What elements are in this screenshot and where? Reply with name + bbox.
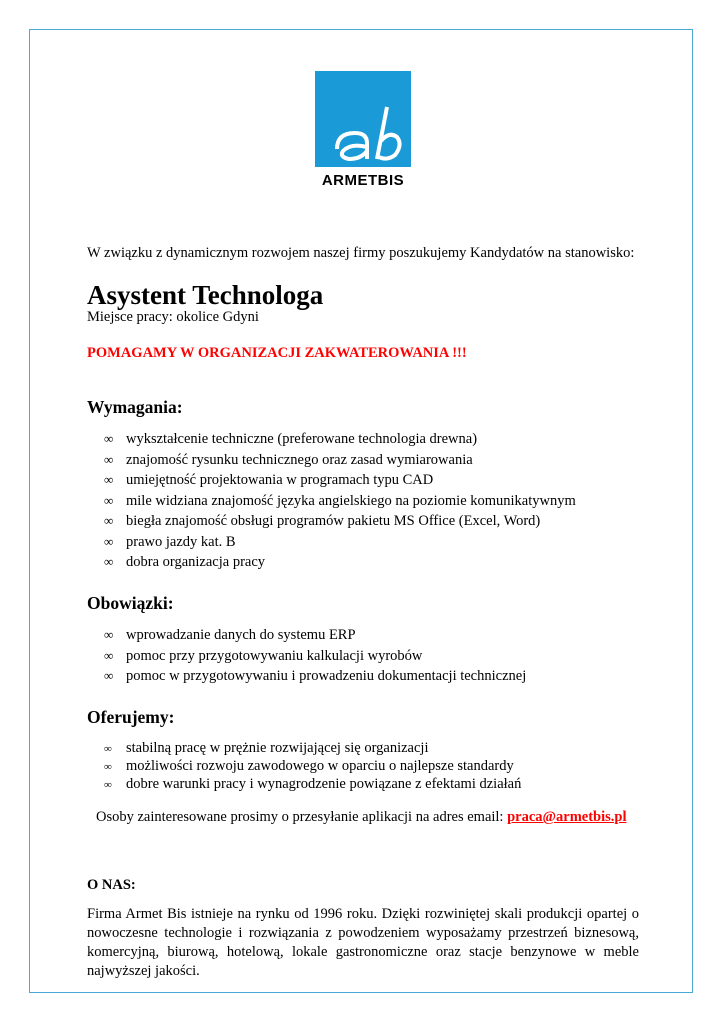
list-item: ∞ biegła znajomość obsługi programów pakietu MS Office (Excel, Word) <box>104 511 576 532</box>
list-item: ∞ stabilną pracę w prężnie rozwijającej się organizacji <box>104 740 429 756</box>
bullet-icon: ∞ <box>104 779 112 791</box>
bullet-icon: ∞ <box>104 492 114 508</box>
about-text: Firma Armet Bis istnieje na rynku od 1996 roku. Dzięki rozwiniętej skali produkcji opartej o nowoczesne technologie i rozwiązania z powodzeniem wyposażamy przestrzeń biznesową, komercyjną, biurową, hotelową, lokale gastronomiczne oraz stacje benzynowe w meble najwyższej jakości. <box>87 906 639 979</box>
bullet-icon: ∞ <box>104 668 114 683</box>
list-item: ∞ znajomość rysunku technicznego oraz zasad wymiarowania <box>104 450 576 471</box>
offer-list <box>104 739 521 793</box>
list-item: ∞ prawo jazdy kat. B <box>104 532 576 553</box>
bullet-icon: ∞ <box>104 647 114 663</box>
svg-text:ARMETBIS: ARMETBIS <box>321 172 405 188</box>
intro-text: W związku z dynamicznym rozwojem naszej firmy poszukujemy Kandydatów na stanowisko: <box>87 245 635 261</box>
requirements-heading: Wymagania: <box>87 397 183 417</box>
about-heading: O NAS: <box>87 877 136 893</box>
list-item: ∞ pomoc przy przygotowywaniu kalkulacji wyrobów <box>104 646 526 667</box>
offer-heading: Oferujemy: <box>87 707 175 727</box>
bullet-icon: ∞ <box>104 451 114 467</box>
list-item: ∞ wprowadzanie danych do systemu ERP <box>104 625 526 646</box>
contact-line <box>96 809 627 826</box>
job-title: Asystent Technologa <box>87 280 324 310</box>
email-link[interactable]: praca@armetbis.pl <box>507 809 627 825</box>
bullet-icon: ∞ <box>104 627 114 642</box>
bullet-icon: ∞ <box>104 554 114 569</box>
accommodation-promo: POMAGAMY W ORGANIZACJI ZAKWATEROWANIA !!! <box>87 345 467 361</box>
bullet-icon: ∞ <box>104 533 114 549</box>
bullet-icon: ∞ <box>104 761 112 773</box>
bullet-icon: ∞ <box>104 472 114 487</box>
duties-heading: Obowiązki: <box>87 593 174 613</box>
bullet-icon: ∞ <box>104 743 112 755</box>
list-item: ∞ dobra organizacja pracy <box>104 552 576 573</box>
job-location: Miejsce pracy: okolice Gdyni <box>87 309 259 325</box>
list-item: ∞ pomoc w przygotowywaniu i prowadzeniu dokumentacji technicznej <box>104 666 526 687</box>
list-item: ∞ możliwości rozwoju zawodowego w oparciu o najlepsze standardy <box>104 758 514 774</box>
contact-text: Osoby zainteresowane prosimy o przesyłanie aplikacji na adres email: <box>96 809 508 825</box>
duties-list <box>104 625 526 687</box>
list-item: ∞ mile widziana znajomość języka angielskiego na poziomie komunikatywnym <box>104 491 576 512</box>
bullet-icon: ∞ <box>104 513 114 528</box>
armetbis-logo-icon <box>315 71 411 167</box>
list-item: ∞ dobre warunki pracy i wynagrodzenie powiązane z efektami działań <box>104 776 522 792</box>
armetbis-wordmark <box>312 170 414 188</box>
requirements-list <box>104 429 576 573</box>
list-item: ∞ umiejętność projektowania w programach typu CAD <box>104 470 576 491</box>
list-item: ∞ wykształcenie techniczne (preferowane technologia drewna) <box>104 429 576 450</box>
bullet-icon: ∞ <box>104 431 114 446</box>
